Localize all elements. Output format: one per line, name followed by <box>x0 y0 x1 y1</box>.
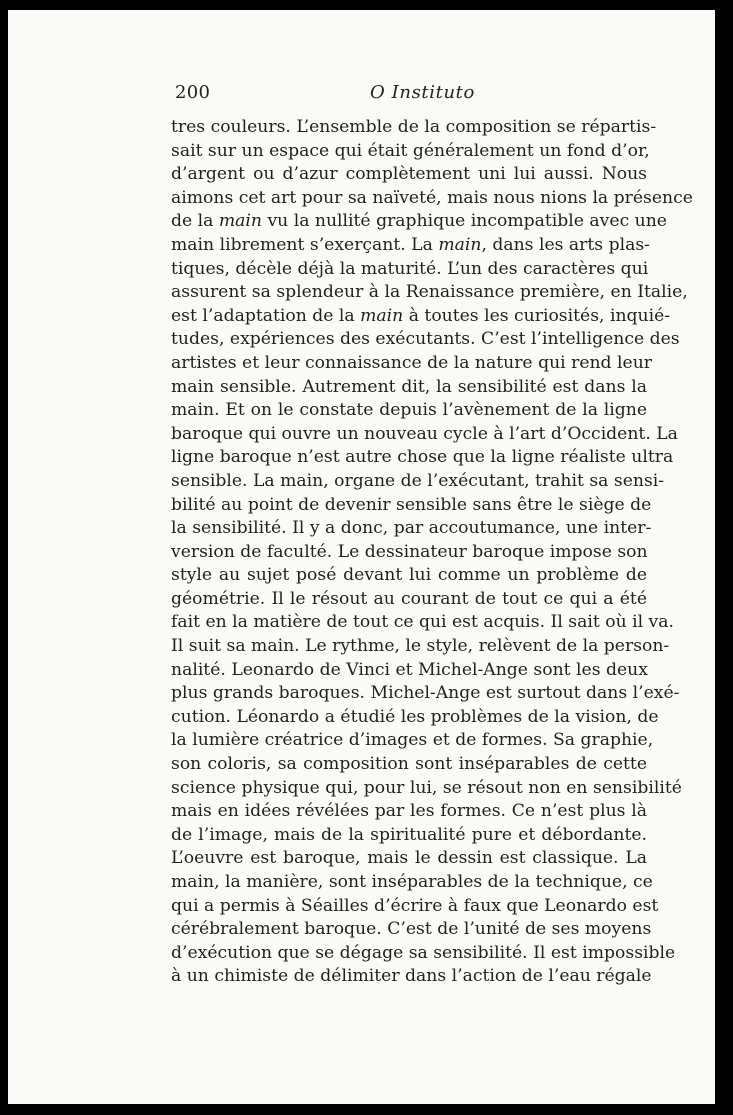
text-line: à un chimiste de délimiter dans l’action de l’eau régale <box>171 966 652 987</box>
text-line: L’oeuvre est baroque, mais le dessin est classique. La <box>171 848 647 869</box>
text-line: baroque qui ouvre un nouveau cycle à l’art d’Occident. La <box>171 423 678 444</box>
text-line: science physique qui, pour lui, se résout non en sensibilité <box>171 777 682 798</box>
text-line: plus grands baroques. Michel-Ange est surtout dans l’exé- <box>171 683 680 704</box>
italic-word: main <box>360 305 404 326</box>
italic-word: main <box>438 234 482 255</box>
text-line: style au sujet posé devant lui comme un problème de <box>171 565 647 586</box>
text-line: cérébralement baroque. C’est de l’unité de ses moyens <box>171 919 652 940</box>
text-line: est l’adaptation de la main à toutes les curiosités, inquié- <box>171 305 671 326</box>
text-line: qui a permis à Séailles d’écrire à faux que Leonardo est <box>171 895 659 916</box>
text-line: Il suit sa main. Le rythme, le style, relèvent de la person- <box>171 636 670 657</box>
text-line: de la main vu la nullité graphique incompatible avec une <box>171 211 667 232</box>
text-line: bilité au point de devenir sensible sans être le siège de <box>171 494 652 515</box>
running-title: O Instituto <box>370 82 475 103</box>
text-line: tiques, décèle déjà la maturité. L’un des caractères qui <box>171 258 649 279</box>
text-line: main, la manière, sont inséparables de la technique, ce <box>171 872 653 892</box>
text-line: fait en la matière de tout ce qui est acquis. Il sait où il va. <box>171 612 674 633</box>
text-line: la lumière créatrice d’images et de formes. Sa graphie, <box>171 730 654 751</box>
page-header <box>173 72 649 102</box>
text-line: version de faculté. Le dessinateur baroque impose son <box>171 541 648 562</box>
text-line: sait sur un espace qui était généralement un fond d’or, <box>171 140 650 161</box>
text-line: géométrie. Il le résout au courant de tout ce qui a été <box>171 588 647 609</box>
text-line: d’exécution que se dégage sa sensibilité. Il est impossible <box>171 942 676 963</box>
text-line: tres couleurs. L’ensemble de la composition se répartis- <box>171 117 657 137</box>
text-line: tudes, expériences des exécutants. C’est l’intelligence des <box>171 329 680 350</box>
text-line: cution. Léonardo a étudié les problèmes de la vision, de <box>171 706 659 727</box>
italic-word: main <box>218 211 262 232</box>
text-line: sensible. La main, organe de l’exécutant, trahit sa sensi- <box>171 470 665 491</box>
text-line: aimons cet art pour sa naïveté, mais nous nions la présence <box>171 187 693 208</box>
text-line: ligne baroque n’est autre chose que la ligne réaliste ultra <box>171 447 674 468</box>
text-line: de l’image, mais de la spiritualité pure et débordante. <box>171 824 647 845</box>
text-line: assurent sa splendeur à la Renaissance première, en Italie, <box>171 282 688 303</box>
text-line: la sensibilité. Il y a donc, par accoutumance, une inter- <box>171 518 652 539</box>
book-page <box>8 10 715 1104</box>
text-line: artistes et leur connaissance de la nature qui rend leur <box>171 352 652 373</box>
text-line: son coloris, sa composition sont inséparables de cette <box>171 754 647 775</box>
text-line: nalité. Leonardo de Vinci et Michel-Ange sont les deux <box>171 659 648 680</box>
text-line: mais en idées révélées par les formes. Ce n’est plus là <box>171 801 647 822</box>
text-line: main sensible. Autrement dit, la sensibilité est dans la <box>171 376 647 397</box>
text-line: d’argent ou d’azur complètement uni lui aussi. Nous <box>171 164 647 185</box>
text-line: main librement s’exerçant. La main, dans les arts plas- <box>171 234 650 255</box>
body-text <box>171 116 693 989</box>
page-number: 200 <box>175 82 211 103</box>
text-line: main. Et on le constate depuis l’avènement de la ligne <box>171 400 647 421</box>
